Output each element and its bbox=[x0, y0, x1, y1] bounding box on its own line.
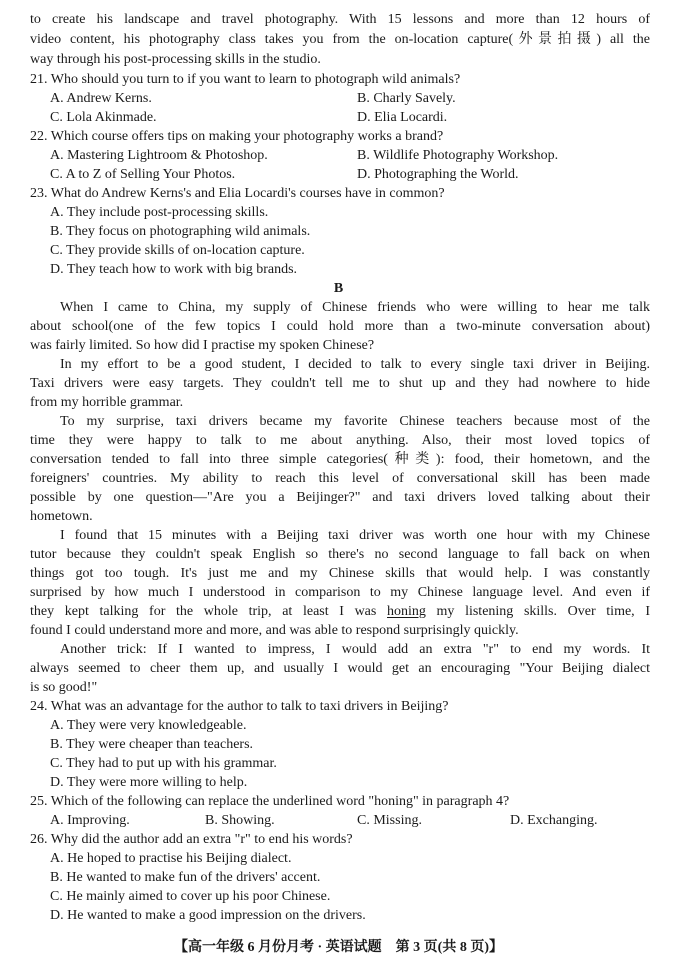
passage-line: is so good!" bbox=[30, 680, 98, 695]
q22-option-d[interactable]: D. Photographing the World. bbox=[357, 167, 519, 182]
q25-option-d[interactable]: D. Exchanging. bbox=[510, 813, 598, 828]
question-23: 23. What do Andrew Kerns's and Elia Locardi's courses have in common? bbox=[30, 186, 445, 201]
passage-line: In my effort to be a good student, I decided to talk to every single taxi driver in Beijing. bbox=[60, 357, 650, 372]
page-footer: 【高一年级 6 月份月考 · 英语试题 第 3 页(共 8 页)】 bbox=[174, 940, 503, 955]
passage-line: To my surprise, taxi drivers became my favorite Chinese teachers because most of the bbox=[60, 414, 650, 429]
passage-line: foreigners' countries. My ability to reach this level of conversational skill has been made bbox=[30, 471, 650, 486]
q22-option-b[interactable]: B. Wildlife Photography Workshop. bbox=[357, 148, 559, 163]
intro-line: video content, his photography class takes you from the on-location capture(外景拍摄) all the bbox=[30, 32, 650, 47]
q23-option-b[interactable]: B. They focus on photographing wild animals. bbox=[50, 224, 311, 239]
passage-line: from my horrible grammar. bbox=[30, 395, 184, 410]
question-22: 22. Which course offers tips on making your photography works a brand? bbox=[30, 129, 444, 144]
question-21: 21. Who should you turn to if you want to learn to photograph wild animals? bbox=[30, 72, 461, 87]
passage-line: time they were happy to talk to me about anything. Also, their most loved topics of bbox=[30, 433, 650, 448]
passage-line: always seemed to cheer them up, and usually I would get an encouraging "Your Beijing dialect bbox=[30, 661, 650, 676]
q23-option-a[interactable]: A. They include post-processing skills. bbox=[50, 205, 269, 220]
passage-line: surprised by how much I understood in comparison to my Chinese language level. And even if bbox=[30, 585, 650, 600]
passage-line: was fairly limited. So how did I practise my spoken Chinese? bbox=[30, 338, 375, 353]
q22-option-c[interactable]: C. A to Z of Selling Your Photos. bbox=[50, 167, 236, 182]
intro-line: way through his post-processing skills in the studio. bbox=[30, 52, 321, 67]
underlined-word: honing bbox=[387, 604, 426, 619]
q21-option-a[interactable]: A. Andrew Kerns. bbox=[50, 91, 152, 106]
q24-option-c[interactable]: C. They had to put up with his grammar. bbox=[50, 756, 277, 771]
passage-line: found I could understand more and more, and was able to respond surprisingly quickly. bbox=[30, 623, 519, 638]
q22-option-a[interactable]: A. Mastering Lightroom & Photoshop. bbox=[50, 148, 268, 163]
q25-option-b[interactable]: B. Showing. bbox=[205, 813, 275, 828]
question-25: 25. Which of the following can replace the underlined word "honing" in paragraph 4? bbox=[30, 794, 510, 809]
q26-option-d[interactable]: D. He wanted to make a good impression on the drivers. bbox=[50, 908, 366, 923]
passage-line: about school(one of the few topics I could hold more than a two-minute conversation about) bbox=[30, 319, 650, 334]
q21-option-b[interactable]: B. Charly Savely. bbox=[357, 91, 456, 106]
passage-line: Taxi drivers were easy targets. They couldn't tell me to shut up and they had nowhere to hide bbox=[30, 376, 650, 391]
intro-line: to create his landscape and travel photography. With 15 lessons and more than 12 hours of bbox=[30, 12, 650, 27]
q23-option-c[interactable]: C. They provide skills of on-location capture. bbox=[50, 243, 305, 258]
passage-line: possible by one question—"Are you a Beijinger?" and taxi drivers loved talking about their bbox=[30, 490, 650, 505]
q24-option-b[interactable]: B. They were cheaper than teachers. bbox=[50, 737, 254, 752]
section-heading: B bbox=[333, 281, 344, 296]
passage-line-honing: they kept talking for the whole trip, at least I was honing my listening skills. Over time, I bbox=[30, 604, 650, 619]
q26-option-a[interactable]: A. He hoped to practise his Beijing dialect. bbox=[50, 851, 292, 866]
passage-line: tutor because they couldn't speak English so there's no second language to fall back on when bbox=[30, 547, 650, 562]
passage-line: When I came to China, my supply of Chinese friends who were willing to hear me talk bbox=[60, 300, 650, 315]
q25-option-a[interactable]: A. Improving. bbox=[50, 813, 130, 828]
passage-line: Another trick: If I wanted to impress, I would add an extra "r" to end my words. It bbox=[60, 642, 650, 657]
q26-option-b[interactable]: B. He wanted to make fun of the drivers' accent. bbox=[50, 870, 321, 885]
question-26: 26. Why did the author add an extra "r" to end his words? bbox=[30, 832, 353, 847]
q24-option-d[interactable]: D. They were more willing to help. bbox=[50, 775, 248, 790]
q25-option-c[interactable]: C. Missing. bbox=[357, 813, 422, 828]
q24-option-a[interactable]: A. They were very knowledgeable. bbox=[50, 718, 247, 733]
q26-option-c[interactable]: C. He mainly aimed to cover up his poor Chinese. bbox=[50, 889, 331, 904]
q21-option-c[interactable]: C. Lola Akinmade. bbox=[50, 110, 157, 125]
passage-line: conversation tended to fall into three simple categories(种类): food, their hometown, and the bbox=[30, 452, 650, 467]
q23-option-d[interactable]: D. They teach how to work with big brands. bbox=[50, 262, 298, 277]
q21-option-d[interactable]: D. Elia Locardi. bbox=[357, 110, 448, 125]
passage-line: things got too tough. It's just me and my Chinese skills that would help. I was constantly bbox=[30, 566, 650, 581]
passage-line: I found that 15 minutes with a Beijing taxi driver was worth one hour with my Chinese bbox=[60, 528, 650, 543]
passage-line: hometown. bbox=[30, 509, 93, 524]
question-24: 24. What was an advantage for the author to talk to taxi drivers in Beijing? bbox=[30, 699, 449, 714]
